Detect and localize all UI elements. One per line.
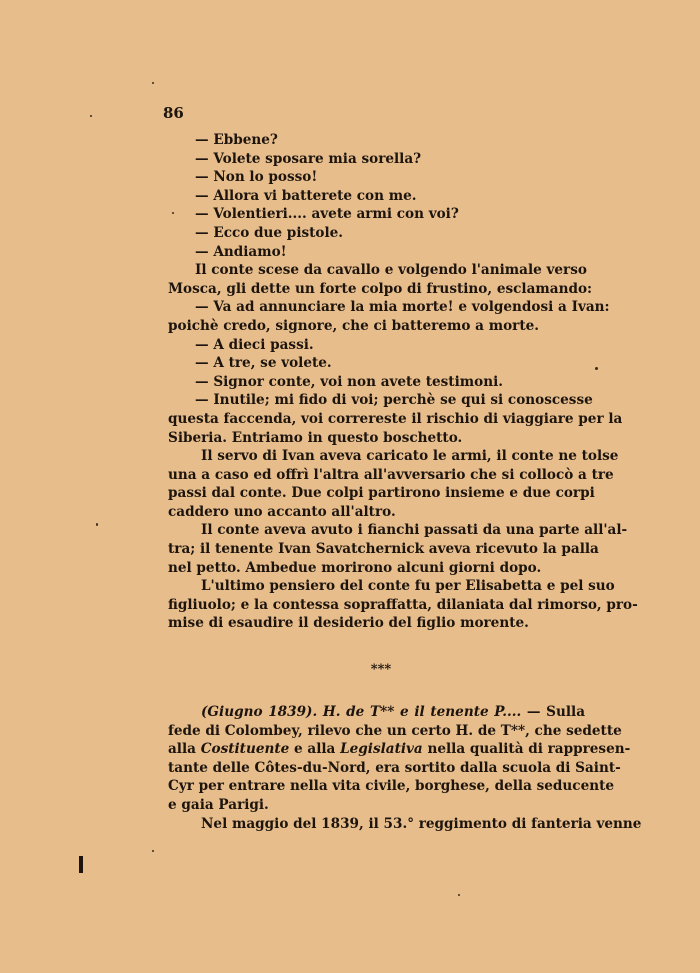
scan-mark: [79, 856, 83, 873]
text-fragment: nella qualità di rappresen-: [427, 741, 631, 758]
paragraph-line: Cyr per entrare nella vita civile, borghese, della seducente: [168, 778, 615, 795]
paragraph-line: mise di esaudire il desiderio del figlio morente.: [168, 615, 529, 632]
scan-speck: [152, 82, 154, 84]
dialogue-line: — Ebbene?: [195, 132, 278, 148]
paragraph-line: e gaia Parigi.: [168, 796, 269, 813]
paragraph-line: [168, 740, 631, 759]
dialogue-line: — A tre, se volete.: [195, 355, 332, 372]
paragraph-line: Nel maggio del 1839, il 53.° reggimento di fanteria venne: [201, 815, 642, 832]
legislativa-term: Legislativa: [340, 741, 423, 758]
scan-speck: [152, 850, 154, 852]
dialogue-line: — Non lo posso!: [195, 169, 318, 186]
page-number: 86: [163, 104, 184, 122]
dialogue-line: — Volete sposare mia sorella?: [195, 150, 422, 167]
paragraph-line: figliuolo; e la contessa sopraffatta, dilaniata dal rimorso, pro-: [168, 596, 638, 613]
paragraph-line: tra; il tenente Ivan Savatchernick aveva ricevuto la palla: [168, 541, 599, 558]
dialogue-line: — Volentieri.... avete armi con voi?: [195, 206, 459, 223]
scan-speck: [96, 523, 98, 526]
paragraph-line: — Inutile; mi fido di voi; perchè se qui si conoscesse: [195, 392, 593, 409]
paragraph-line: Siberia. Entriamo in questo boschetto.: [168, 429, 463, 446]
paragraph-line: caddero uno accanto all'altro.: [168, 503, 396, 520]
section-two: [168, 703, 642, 833]
paragraph-line: poichè credo, signore, che ci batteremo a morte.: [168, 317, 539, 334]
text-fragment: e alla: [294, 741, 336, 758]
paragraph-line: fede di Colombey, rilevo che un certo H. de T**, che sedette: [168, 722, 622, 739]
paragraph-line: L'ultimo pensiero del conte fu per Elisabetta e pel suo: [201, 578, 615, 595]
paragraph-line: — Va ad annunciare la mia morte! e volgendosi a Ivan:: [195, 299, 610, 316]
paragraph-line: una a caso ed offrì l'altra all'avversario che si collocò a tre: [168, 466, 614, 483]
paragraph-line: Il servo di Ivan aveva caricato le armi, il conte ne tolse: [201, 448, 619, 465]
paragraph-line: passi dal conte. Due colpi partirono insieme e due corpi: [168, 485, 595, 502]
paragraph-line: Il conte scese da cavallo e volgendo l'animale verso: [195, 262, 587, 279]
dialogue-line: — Allora vi batterete con me.: [195, 187, 417, 204]
text-fragment: alla: [168, 741, 196, 758]
section-heading: H. de T** e il tenente P....: [322, 704, 522, 720]
dialogue-line: — A dieci passi.: [195, 336, 314, 353]
paragraph-line: Il conte aveva avuto i fianchi passati da una parte all'al-: [201, 522, 628, 539]
section-heading-line: [168, 703, 585, 722]
paragraph-line: nel petto. Ambedue morirono alcuni giorni dopo.: [168, 559, 542, 576]
scan-speck: [458, 894, 460, 896]
paragraph-line: tante delle Côtes-du-Nord, era sortito dalla scuola di Saint-: [168, 759, 621, 776]
section-separator: ***: [370, 662, 392, 677]
section-date: (Giugno 1839).: [201, 704, 318, 720]
dialogue-line: — Signor conte, voi non avete testimoni.: [195, 373, 503, 390]
paragraph-line: Mosca, gli dette un forte colpo di frustino, esclamando:: [168, 280, 593, 297]
scan-speck: [172, 212, 174, 214]
dialogue-line: — Andiamo!: [195, 243, 287, 260]
costituente-term: Costituente: [200, 741, 290, 758]
scan-speck: [595, 367, 598, 370]
dialogue-line: — Ecco due pistole.: [195, 224, 344, 241]
scan-speck: [90, 115, 92, 117]
dialogue-block: [168, 131, 638, 633]
section-heading-rest: — Sulla: [526, 704, 586, 720]
paragraph-line: questa faccenda, voi correreste il rischio di viaggiare per la: [168, 410, 623, 427]
